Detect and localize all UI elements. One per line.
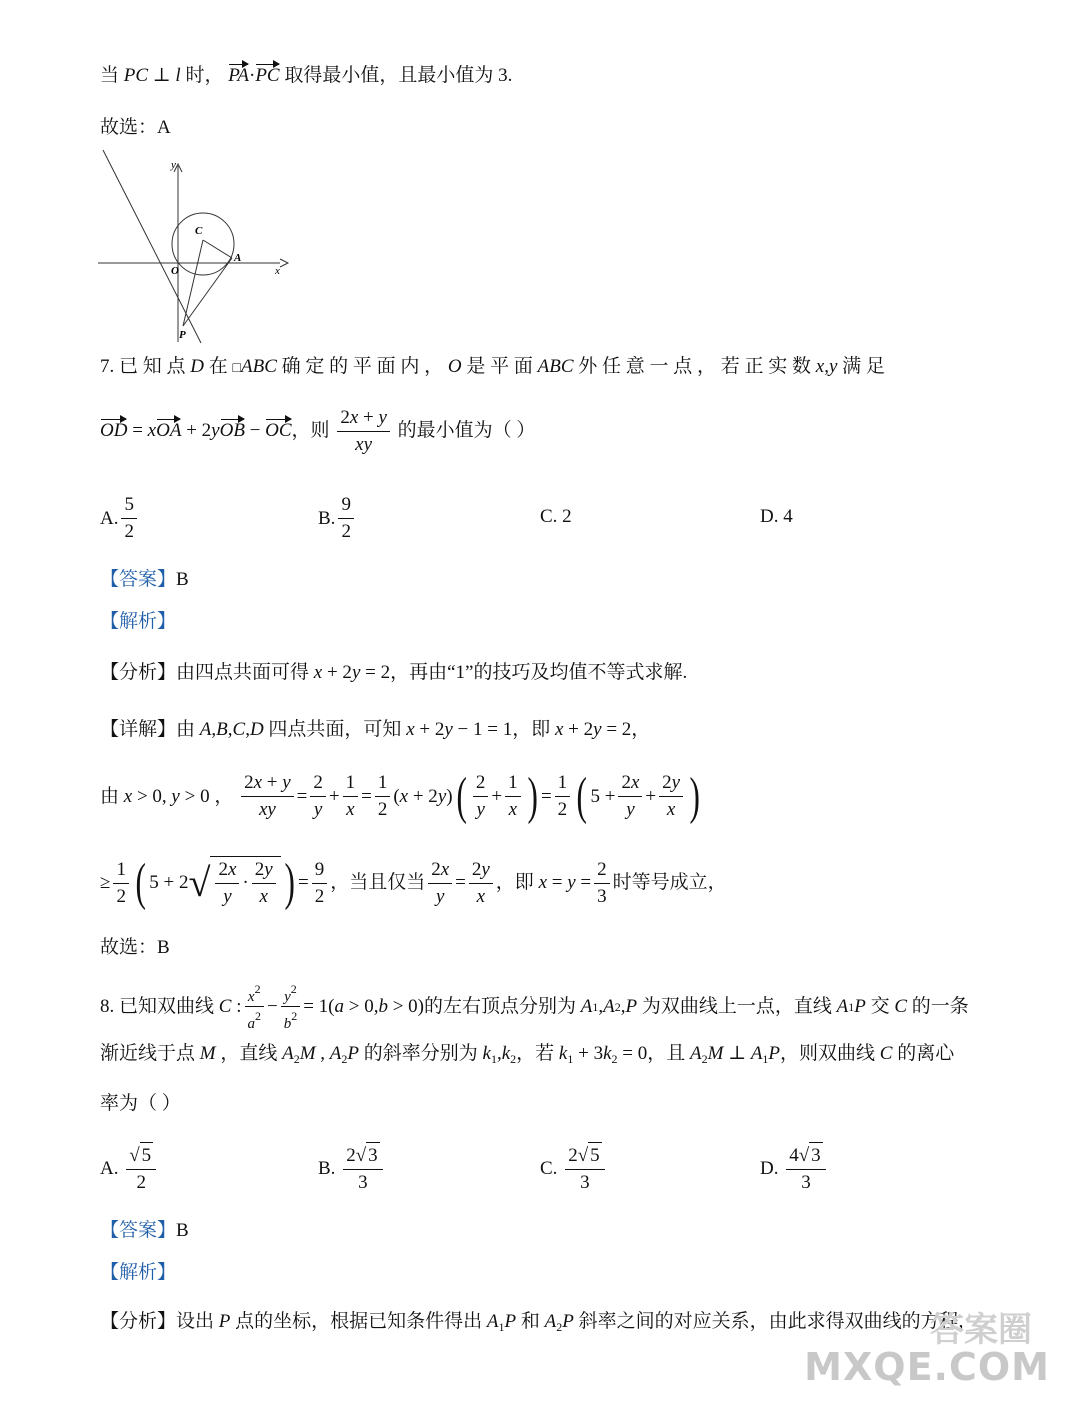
q7-answer: 【答案】B <box>100 569 189 590</box>
q7-option-d: D. 4 <box>760 506 793 527</box>
q7-line1: 7. 已 知 点 D 在 □ABC 确 定 的 平 面 内 ， O 是 平 面 ABC 外 任 意 一 点 ， 若 正 实 数 x,y 满 足 <box>100 356 885 377</box>
q7-fenxi: 【分析】由四点共面可得 x + 2y = 2，再由“1”的技巧及均值不等式求解. <box>100 662 688 683</box>
label-p: P <box>179 329 186 341</box>
q7-line2: OD = xOA + 2yOB − OC，则 $\frac{2x + y}{xy}$ 的最小值为（ ） <box>100 407 536 455</box>
line-l <box>103 150 201 343</box>
geometry-figure <box>95 146 295 346</box>
label-y: y <box>171 159 176 171</box>
q8-line2: 渐近线于点 M ，直线 $A_2M$ , $A_2P$ 的斜率分别为 $k_1,k_2$，若 $k_1 + 3k_2 = 0$，且 $A_2M$ ⊥ $A_1P$，则双曲线 C 的离心 <box>100 1043 955 1066</box>
q8-line1: 8. 已知双曲线 C : $\frac{x^2}{a^2}$ − $\frac{y^2}{b^2}$ = 1( a > 0, b > 0) 的左右顶点分别为 A 1 , A 2 , P 为双曲线上一点，直线 A 1 P 交 C 的一条 <box>100 982 969 1032</box>
circle-c <box>172 213 234 275</box>
q7-derivation-2: ≥ $\frac{1}{2}$ ( 5 + 2 √ $\frac{2x}{y}$ · $\frac{2y}{x}$ ) = $\frac{9}{2}$ ，当且仅当 $\frac{2x}{y}$ = $\frac{2y}{x}$ ，即 x = y = $\frac{2}{3}$ 时等号成立， <box>100 854 727 911</box>
q7-xiangjie: 【详解】由 A,B,C,D 四点共面，可知 x + 2y − 1 = 1，即 x + 2y = 2， <box>100 719 651 740</box>
q7-option-a: A. $\frac{5}{2}$ <box>100 492 140 545</box>
q7-option-c: C. 2 <box>540 506 572 527</box>
q8-answer: 【答案】B <box>100 1220 189 1241</box>
choose-a: 故选：A <box>100 117 171 138</box>
x-arrow <box>280 259 288 267</box>
q8-option-b: B. $\frac{2√ 3}{3}$ <box>318 1142 386 1196</box>
label-a: A <box>234 252 242 264</box>
q8-option-d: D. $\frac{4√ 3}{3}$ <box>760 1142 829 1196</box>
watermark-bottom: MXQE.COM <box>804 1345 1050 1389</box>
q8-option-a: A. $\frac{√ 5}{2}$ <box>100 1142 159 1196</box>
label-o: O <box>171 265 179 277</box>
q8-fenxi: 【分析】设出 P 点的坐标，根据已知条件得出 $A_1P$ 和 $A_2P$ 斜率之间的对应关系，由此求得双曲线的方程, <box>100 1311 964 1334</box>
q7-analysis-tag: 【解析】 <box>100 611 177 632</box>
q7-derivation-1: 由 x > 0, y > 0 ， $\frac{2x + y}{xy}$ = $\frac{2}{y}$ + $\frac{1}{x}$ = $\frac{1}{2}$ ( x + 2 y ) ( $\frac{2}{y}$ + $\frac{1}{x}$ ) = $\frac{1}{2}$ ( 5 + $\frac{2x}{y}$ + $\frac{2y}{x}$ ) <box>100 767 700 825</box>
q7-option-b: B. $\frac{9}{2}$ <box>318 492 357 545</box>
line-pc-perp: 当 PC ⊥ l 时， PA·PC 取得最小值，且最小值为 3. <box>100 62 512 90</box>
segment-pc <box>183 240 203 326</box>
segment-ca <box>203 240 232 258</box>
segment-pa <box>183 258 232 326</box>
label-x: x <box>275 265 280 277</box>
q8-option-c: C. $\frac{2√ 5}{3}$ <box>540 1142 608 1196</box>
q8-line3: 率为（ ） <box>100 1093 181 1114</box>
q7-choose: 故选：B <box>100 937 170 958</box>
q8-analysis-tag: 【解析】 <box>100 1262 177 1283</box>
label-c: C <box>195 225 203 237</box>
watermark-top: 答案圈 <box>930 1310 1032 1350</box>
